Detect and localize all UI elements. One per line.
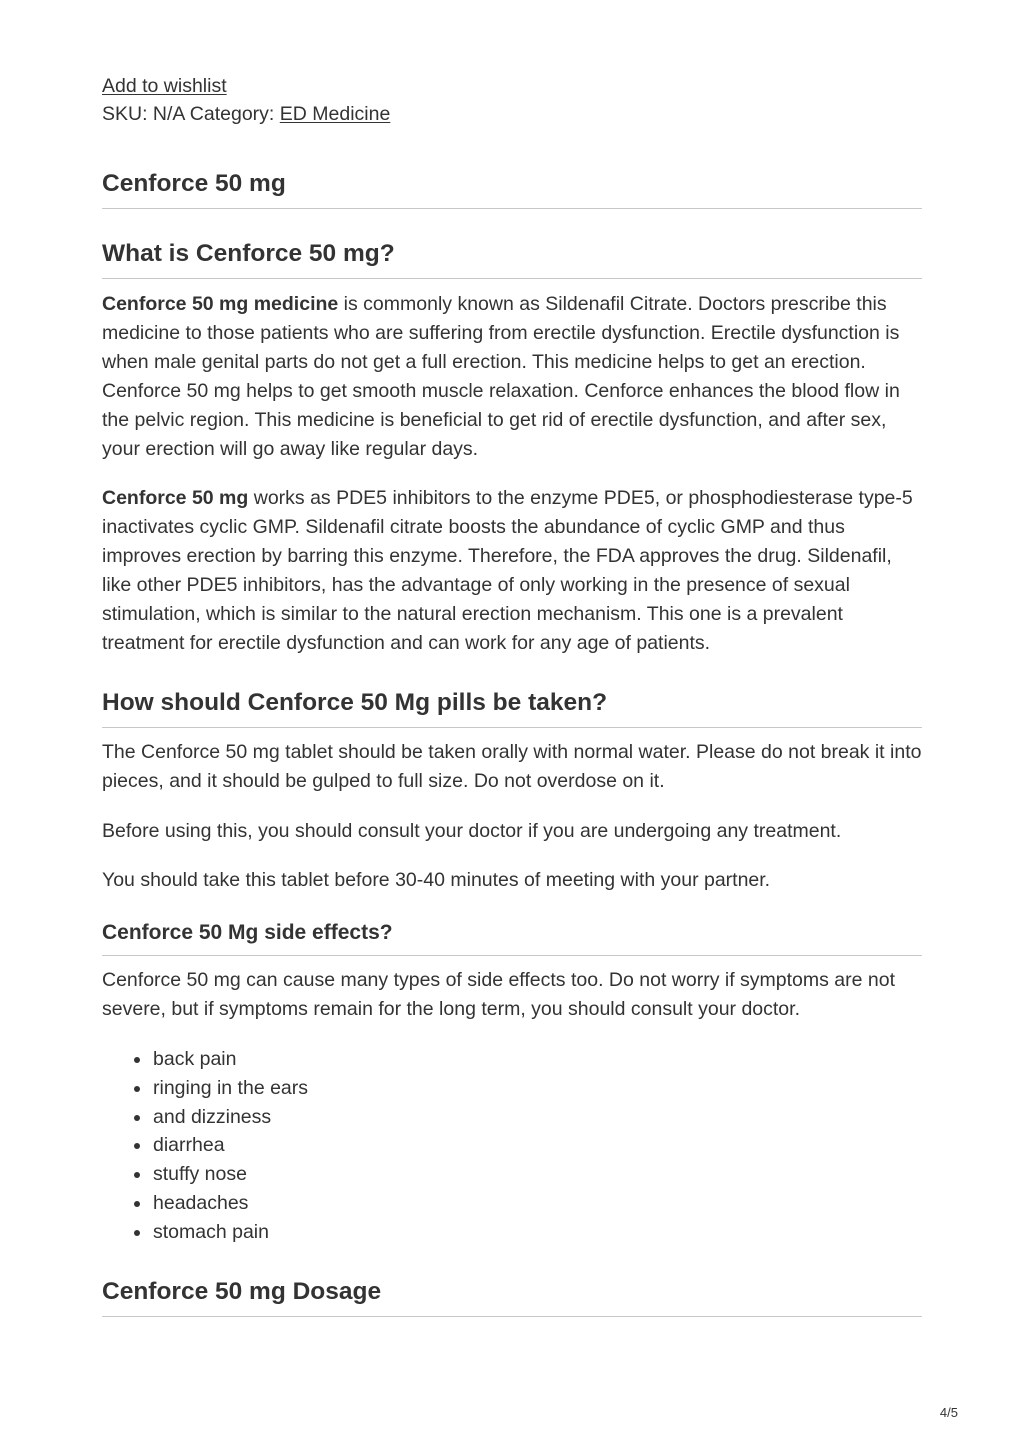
what-is-paragraph-1 (102, 290, 922, 464)
how-to-take-paragraph-2: Before using this, you should consult your doctor if you are undergoing any treatment. (102, 820, 842, 842)
what-is-paragraph-2-bold: Cenforce 50 mg (102, 487, 249, 509)
dosage-heading: Cenforce 50 mg Dosage (102, 1276, 922, 1317)
wishlist-line (102, 72, 922, 100)
sku-category-line (102, 100, 922, 128)
what-is-paragraph-1-text: is commonly known as Sildenafil Citrate. Doctors prescribe this medicine to those patients who are suffering from erectile dysfunction. Erectile dysfunction is when male genital parts do not get a full erection. This medicine helps to get an erection. Cenforce 50 mg helps to get smooth muscle relaxation. Cenforce enhances the blood flow in the pelvic region. This medicine is beneficial to get rid of erectile dysfunction, and after sex, your erection will go away like regular days. (102, 293, 900, 460)
side-effects-heading: Cenforce 50 Mg side effects? (102, 919, 922, 956)
what-is-paragraph-1-bold: Cenforce 50 mg medicine (102, 293, 339, 315)
how-to-take-paragraph-3: You should take this tablet before 30-40 minutes of meeting with your partner. (102, 869, 771, 891)
list-item: stomach pain (153, 1218, 922, 1247)
how-to-take-paragraph-1: The Cenforce 50 mg tablet should be taken orally with normal water. Please do not break it into pieces, and it should be gulped to full size. Do not overdose on it. (102, 741, 922, 792)
what-is-paragraph-2 (102, 484, 922, 658)
list-item: diarrhea (153, 1131, 922, 1160)
list-item: stuffy nose (153, 1160, 922, 1189)
sku-category-label: SKU: N/A Category: (102, 103, 280, 125)
side-effects-list (102, 1045, 922, 1247)
what-is-heading: What is Cenforce 50 mg? (102, 238, 922, 279)
list-item: headaches (153, 1189, 922, 1218)
side-effects-paragraph: Cenforce 50 mg can cause many types of side effects too. Do not worry if symptoms are not severe, but if symptoms remain for the long term, you should consult your doctor. (102, 969, 896, 1020)
page-number: 4/5 (939, 1405, 958, 1420)
how-to-take-heading: How should Cenforce 50 Mg pills be taken? (102, 687, 922, 728)
document-content (102, 72, 922, 1317)
product-title: Cenforce 50 mg (102, 168, 922, 209)
what-is-paragraph-2-text: works as PDE5 inhibitors to the enzyme PDE5, or phosphodiesterase type-5 inactivates cyclic GMP. Sildenafil citrate boosts the abundance of cyclic GMP and thus improves erection by barring this enzyme. Therefore, the FDA approves the drug. Sildenafil, like other PDE5 inhibitors, has the advantage of only working in the presence of sexual stimulation, which is similar to the natural erection mechanism. This one is a prevalent treatment for erectile dysfunction and can work for any age of patients. (102, 487, 913, 654)
list-item: back pain (153, 1045, 922, 1074)
category-link[interactable]: ED Medicine (279, 103, 391, 125)
add-to-wishlist-link[interactable]: Add to wishlist (102, 75, 227, 97)
list-item: and dizziness (153, 1103, 922, 1132)
list-item: ringing in the ears (153, 1074, 922, 1103)
